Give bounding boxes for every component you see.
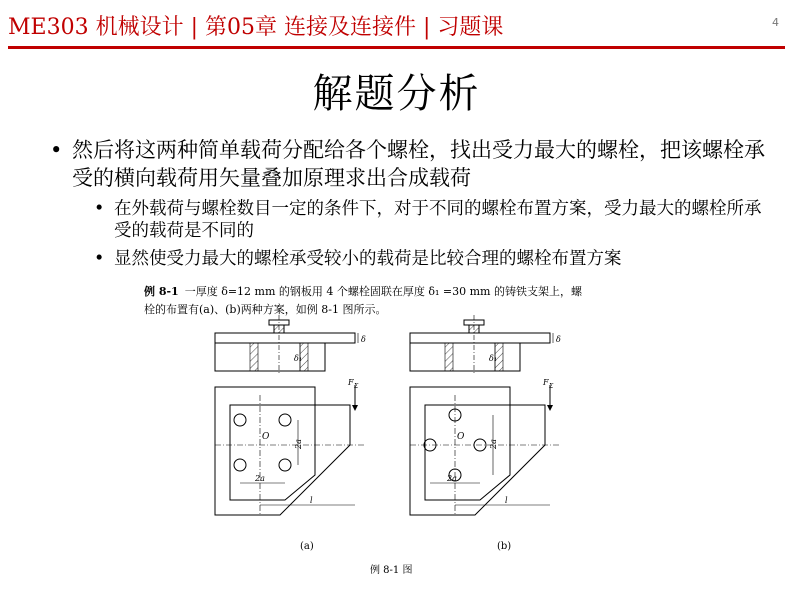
example-statement-line-2: 栓的布置有(a)、(b)两种方案，如例 8-1 图所示。 xyxy=(144,303,387,316)
slide-header xyxy=(8,6,785,46)
example-statement-line-1 xyxy=(144,283,582,299)
sub-bullet-item: • 在外载荷与螺栓数目一定的条件下，对于不同的螺栓布置方案，受力最大的螺栓所承受的载荷是不同的 xyxy=(46,198,776,242)
sub-bullet-item: • 显然使受力最大的螺栓承受较小的载荷是比较合理的螺栓布置方案 xyxy=(46,248,776,270)
example-text-1: 一厚度 δ=12 mm 的钢板用 4 个螺栓固联在厚度 δ₁ =30 mm 的铸铁支架上，螺 xyxy=(184,285,582,298)
header-divider xyxy=(8,46,785,49)
page-number: 4 xyxy=(772,16,779,29)
label-origin: O xyxy=(262,432,270,442)
figure-caption: 例 8-1 图 xyxy=(370,565,413,576)
label-force: F xyxy=(348,378,354,387)
bolt-layout-figure xyxy=(190,315,590,540)
label-2a: 2a xyxy=(447,474,457,483)
label-l: l xyxy=(505,496,508,505)
subfigure-b-label: (b) xyxy=(497,541,512,552)
label-2a-vertical: 2a xyxy=(489,439,498,449)
label-force-sub: Σ xyxy=(354,383,359,390)
slide-title: 解题分析 xyxy=(312,71,481,117)
scheme-a-drawing xyxy=(215,315,366,515)
label-2a-vertical: 2a xyxy=(294,439,303,449)
label-2a: 2a xyxy=(255,474,265,483)
label-force: F xyxy=(543,378,549,387)
example-label: 例 8-1 xyxy=(144,285,179,298)
subfigure-a-label: (a) xyxy=(300,541,314,552)
course-title: ME303 机械设计 | 第05章 连接及连接件 | 习题课 xyxy=(8,15,504,40)
label-l: l xyxy=(310,496,313,505)
bullet-list xyxy=(46,136,776,276)
label-delta1: δ₁ xyxy=(489,354,498,363)
label-force-sub: Σ xyxy=(549,383,554,390)
label-delta1: δ₁ xyxy=(294,354,303,363)
bullet-item: • 然后将这两种简单载荷分配给各个螺栓，找出受力最大的螺栓，把该螺栓承受的横向载荷用矢量叠加原理求出合成载荷 xyxy=(46,136,776,192)
label-delta: δ xyxy=(556,335,561,344)
label-delta: δ xyxy=(361,335,366,344)
label-origin: O xyxy=(457,432,465,442)
scheme-b-drawing xyxy=(410,315,561,515)
